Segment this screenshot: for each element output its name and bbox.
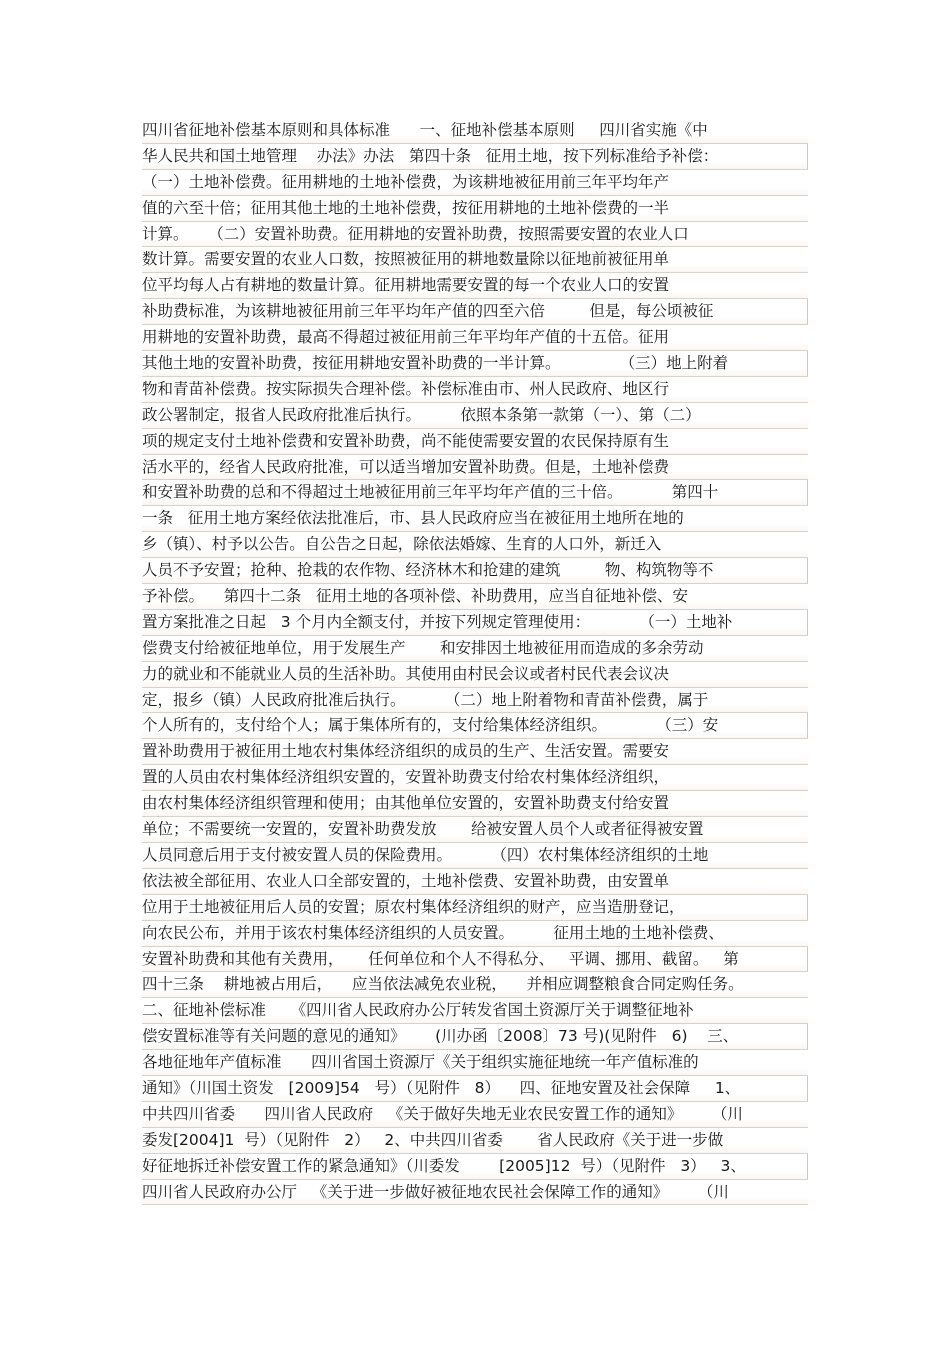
- text-line: 依法被全部征用、农业人口全部安置的，土地补偿费、安置补助费，由安置单: [142, 869, 808, 895]
- text-line: 乡（镇）、村予以公告。自公告之日起，除依法婚嫁、生育的人口外，新迁入: [142, 532, 808, 558]
- text-line: 政公署制定，报省人民政府批准后执行。 依照本条第一款第（一）、第（二）: [142, 403, 808, 429]
- text-line: 各地征地年产值标准 四川省国土资源厅《关于组织实施征地统一年产值标准的: [142, 1050, 808, 1076]
- text-line: 通知》（川国土资发 [2009]54 号）（见附件 8） 四、征地安置及社会保障 1、: [142, 1076, 808, 1102]
- text-line: 向农民公布，并用于该农村集体经济组织的人员安置。 征用土地的土地补偿费、: [142, 921, 808, 947]
- text-line: 予补偿。 第四十二条 征用土地的各项补偿、补助费用，应当自征地补偿、安: [142, 584, 808, 610]
- text-line: 单位；不需要统一安置的，安置补助费发放 给被安置人员个人或者征得被安置: [142, 817, 808, 843]
- text-line: 四川省人民政府办公厅 《关于进一步做好被征地农民社会保障工作的通知》 （川: [142, 1180, 808, 1206]
- text-line: 活水平的，经省人民政府批准，可以适当增加安置补助费。但是，土地补偿费: [142, 455, 808, 481]
- text-line: 华人民共和国土地管理 办法》办法 第四十条 征用土地，按下列标准给予补偿：: [142, 144, 808, 170]
- text-line: 人员同意后用于支付被安置人员的保险费用。 （四）农村集体经济组织的土地: [142, 843, 808, 869]
- text-line: 和安置补助费的总和不得超过土地被征用前三年平均年产值的三十倍。 第四十: [142, 480, 808, 506]
- text-line: 置方案批准之日起 3 个月内全额支付，并按下列规定管理使用： （一）土地补: [142, 610, 808, 636]
- text-line: 定，报乡（镇）人民政府批准后执行。 （二）地上附着物和青苗补偿费，属于: [142, 688, 808, 714]
- text-line: 位用于土地被征用后人员的安置；原农村集体经济组织的财产，应当造册登记，: [142, 895, 808, 921]
- text-line: 用耕地的安置补助费，最高不得超过被征用前三年平均年产值的十五倍。征用: [142, 325, 808, 351]
- text-line: 人员不予安置；抢种、抢栽的农作物、经济林木和抢建的建筑 物、构筑物等不: [142, 558, 808, 584]
- text-line: 补助费标准，为该耕地被征用前三年平均年产值的四至六倍 但是，每公顷被征: [142, 299, 808, 325]
- text-line: 数计算。需要安置的农业人口数，按照被征用的耕地数量除以征地前被征用单: [142, 247, 808, 273]
- text-line: 个人所有的，支付给个人；属于集体所有的，支付给集体经济组织。 （三）安: [142, 713, 808, 739]
- text-line: 置的人员由农村集体经济组织安置的，安置补助费支付给农村集体经济组织，: [142, 765, 808, 791]
- text-line: 二、征地补偿标准 《四川省人民政府办公厅转发省国土资源厅关于调整征地补: [142, 998, 808, 1024]
- text-line: 项的规定支付土地补偿费和安置补助费，尚不能使需要安置的农民保持原有生: [142, 429, 808, 455]
- text-line: 力的就业和不能就业人员的生活补助。其使用由村民会议或者村民代表会议决: [142, 662, 808, 688]
- text-line: 好征地拆迁补偿安置工作的紧急通知》（川委发 [2005]12 号）（见附件 3） 3、: [142, 1154, 808, 1180]
- document-body: [142, 118, 808, 1205]
- text-line: 安置补助费和其他有关费用， 任何单位和个人不得私分、 平调、挪用、截留。 第: [142, 947, 808, 973]
- text-line: （一）土地补偿费。征用耕地的土地补偿费，为该耕地被征用前三年平均年产: [142, 170, 808, 196]
- text-line: 由农村集体经济组织管理和使用；由其他单位安置的，安置补助费支付给安置: [142, 791, 808, 817]
- text-line: 中共四川省委 四川省人民政府 《关于做好失地无业农民安置工作的通知》 （川: [142, 1102, 808, 1128]
- text-line: 偿安置标准等有关问题的意见的通知》 (川办函〔2008〕73 号)(见附件 6) 三、: [142, 1024, 808, 1050]
- text-line: 四十三条 耕地被占用后， 应当依法减免农业税， 并相应调整粮食合同定购任务。: [142, 972, 808, 998]
- text-line: 委发[2004]1 号）（见附件 2） 2、中共四川省委 省人民政府《关于进一步做: [142, 1128, 808, 1154]
- text-line: 四川省征地补偿基本原则和具体标准 一、征地补偿基本原则 四川省实施《中: [142, 118, 808, 144]
- text-line: 一条 征用土地方案经依法批准后，市、县人民政府应当在被征用土地所在地的: [142, 506, 808, 532]
- text-line: 置补助费用于被征用土地农村集体经济组织的成员的生产、生活安置。需要安: [142, 739, 808, 765]
- text-line: 物和青苗补偿费。按实际损失合理补偿。补偿标准由市、州人民政府、地区行: [142, 377, 808, 403]
- text-line: 其他土地的安置补助费，按征用耕地安置补助费的一半计算。 （三）地上附着: [142, 351, 808, 377]
- text-line: 位平均每人占有耕地的数量计算。征用耕地需要安置的每一个农业人口的安置: [142, 273, 808, 299]
- text-line: 偿费支付给被征地单位，用于发展生产 和安排因土地被征用而造成的多余劳动: [142, 636, 808, 662]
- text-line: 计算。 （二）安置补助费。征用耕地的安置补助费，按照需要安置的农业人口: [142, 222, 808, 248]
- text-line: 值的六至十倍；征用其他土地的土地补偿费，按征用耕地的土地补偿费的一半: [142, 196, 808, 222]
